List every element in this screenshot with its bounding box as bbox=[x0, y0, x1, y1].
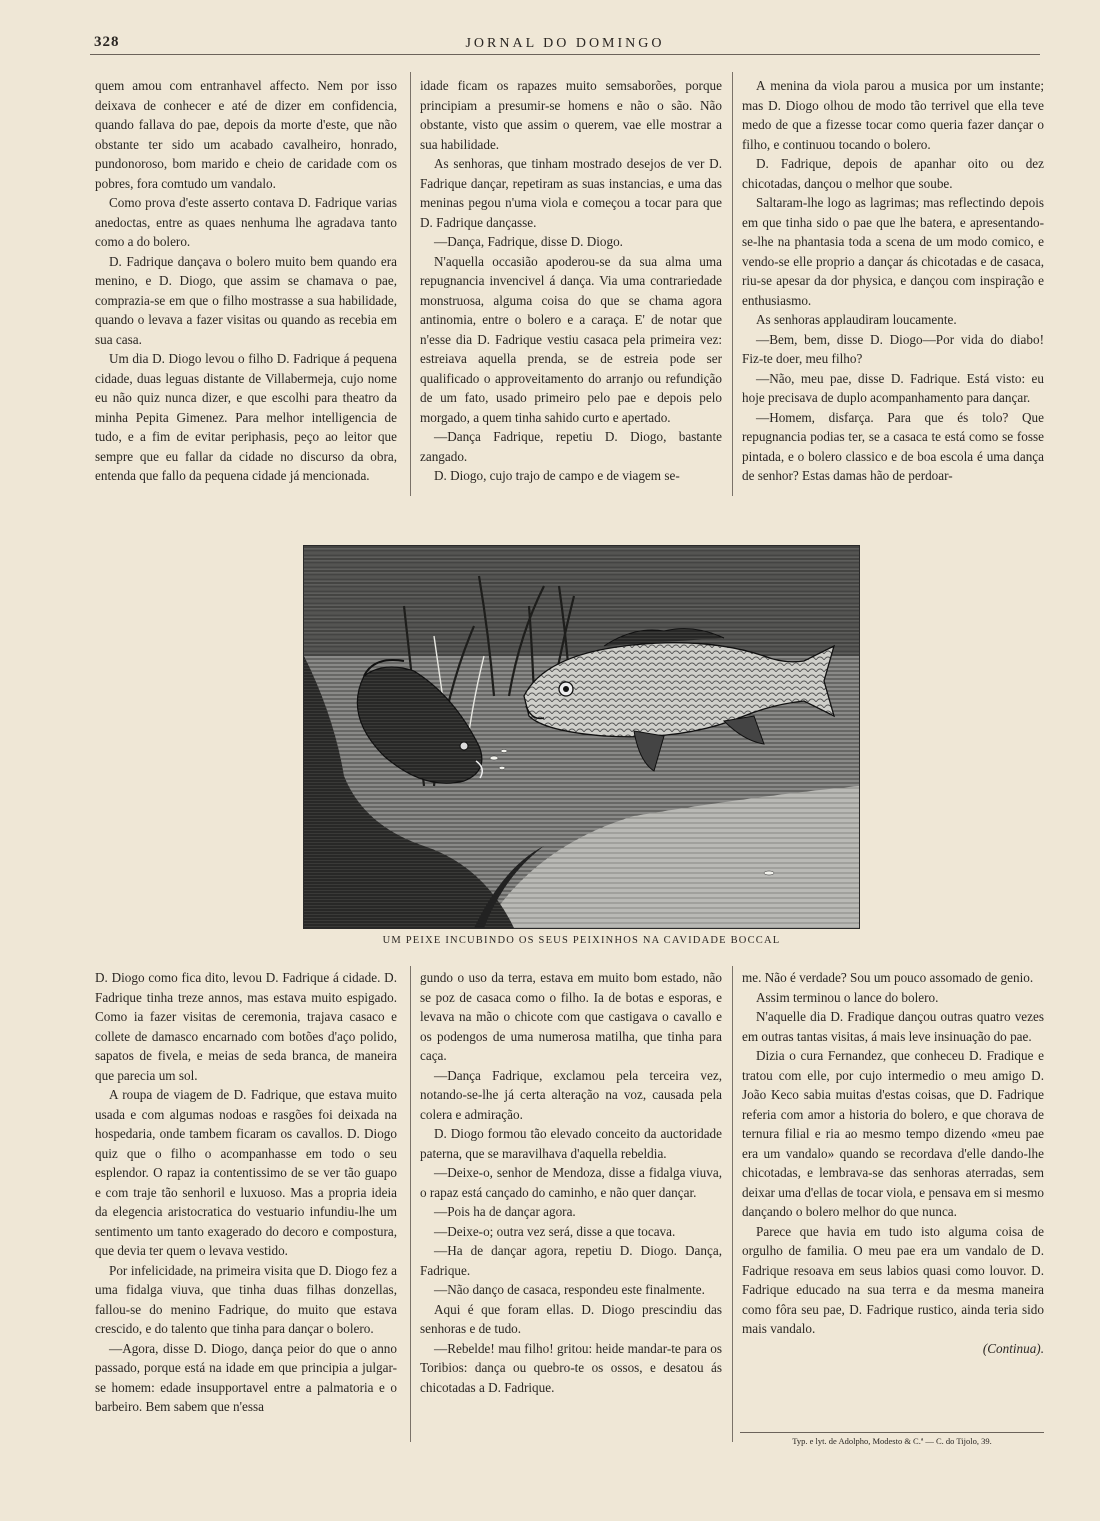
paragraph: —Dança Fadrique, exclamou pela terceira vez, notando-se-lhe já certa alteração na voz, causada pela colera e admiração. bbox=[420, 1067, 722, 1122]
paragraph: idade ficam os rapazes muito semsaborões, porque principiam a presumir-se homens e não o são. Não obstante, visto que assim o querem, vae elle mostrar a sua habilidade. bbox=[420, 78, 722, 152]
paragraph: A roupa de viagem de D. Fadrique, que estava muito usada e com algumas nodoas e rasgões foi deixada na hospedaria, onde tambem ficaram os cavallos. D. Diogo quiz que o filho o acompanhasse em todo o seu esplendor. O rapaz ia contentissimo de se ver tão guapo e com traje tão senhoril e luxuoso. Mas a propria ideia da elegencia aristocratica do vestuario infundiu-lhe um sentimento um tanto exagerado do decoro e compostura, que devia ter quem o levava vestido. bbox=[95, 1087, 397, 1258]
paragraph: —Não, meu pae, disse D. Fadrique. Está visto: eu hoje precisava de duplo acompanhamento para dançar. bbox=[742, 370, 1044, 405]
paragraph: —Bem, bem, disse D. Diogo—Por vida do diabo! Fiz-te doer, meu filho? bbox=[742, 331, 1044, 366]
paragraph: —Não danço de casaca, respondeu este finalmente. bbox=[434, 1282, 705, 1297]
paragraph: Assim terminou o lance do bolero. bbox=[756, 989, 939, 1005]
paragraph: Parece que havia em tudo isto alguma coisa de orgulho de familia. O meu pae era um vandalo de D. Fadrique resoava em seus labios quasi como louvor. D. Fadrique educado na sua terra e da mesma maneira como fôra seu pae, D. Fadrique rustico, ainda teria sido mais vandalo. bbox=[742, 1223, 1044, 1336]
column-rule bbox=[732, 966, 733, 1442]
paragraph: quem amou com entranhavel affecto. Nem por isso deixava de conhecer e até de dizer em confidencia, quando fallava do pae, depois da morte d'este, que não obstante ter sido um acabado cavalheiro, honrado, pundonoroso, bom marido e cheio de caridade com os pobres, fora comtudo um vandalo. bbox=[95, 78, 397, 191]
bottom-column-2 bbox=[420, 968, 722, 1397]
paragraph: —Homem, disfarça. Para que és tolo? Que repugnancia podias ter, se a casaca te está como se fosse pintada, e o bolero classico e de boa escola é uma dança de senhor? Estas damas hão de perdoar- bbox=[742, 409, 1044, 483]
paragraph: me. Não é verdade? Sou um pouco assomado de genio. bbox=[742, 970, 1034, 985]
paragraph: —Deixe-o; outra vez será, disse a que tocava. bbox=[434, 1223, 676, 1239]
paragraph: A menina da viola parou a musica por um instante; mas D. Diogo olhou de modo tão terrivel que ella teve medo de que a fizesse tocar como queria fazer dançar o filho, e continuou tocando o bolero. bbox=[742, 78, 1044, 152]
paragraph: Um dia D. Diogo levou o filho D. Fadrique á pequena cidade, duas leguas distante de Villabermeja, cujo nome eu não quiz nunca dizer, e que escolhi para theatro da minha Pepita Gimenez. Para melhor intelligencia de tudo, e a fim de evitar periphasis, peço ao leitor que sempre que eu fallar da cidade no discurso da obra, entenda que fallo da pequena cidade já mencionada. bbox=[95, 351, 397, 483]
paragraph: Como prova d'este asserto contava D. Fadrique varias anedoctas, entre as quaes nenhuma lhe agradava tanto como a do bolero. bbox=[95, 195, 397, 249]
engraving-fish-illustration bbox=[303, 545, 860, 929]
column-rule bbox=[410, 72, 411, 496]
figure-caption: UM PEIXE INCUBINDO OS SEUS PEIXINHOS NA CAVIDADE BOCCAL bbox=[382, 935, 781, 946]
top-column-1 bbox=[95, 76, 397, 486]
paragraph: —Deixe-o, senhor de Mendoza, disse a fidalga viuva, o rapaz está cançado do caminho, e não quer dançar. bbox=[420, 1165, 722, 1200]
printer-imprint: Typ. e lyt. de Adolpho, Modesto & C.ª — C. do Tijolo, 39. bbox=[740, 1432, 1044, 1446]
top-column-3 bbox=[742, 76, 1044, 486]
paragraph: Saltaram-lhe logo as lagrimas; mas reflectindo depois em que tinha sido o pae que lhe batera, e apresentando-se-lhe na phantasia toda a scena de um modo comico, e vendo-se elle proprio a dançar ás chicotadas e de casaca, riu-se apesar da dor physica, e dançou com inspiração e enthusiasmo. bbox=[742, 195, 1044, 308]
column-rule bbox=[410, 966, 411, 1442]
column-rule bbox=[732, 72, 733, 496]
paragraph: N'aquella occasião apoderou-se da sua alma uma repugnancia invencivel á dança. Via uma contrariedade monstruosa, alguma coisa do que se chama agora antinomia, entre o bolero e a caraça. E' de notar que n'esse dia D. Fadrique vestiu casaca pela primeira vez: estreiava aquella prenda, se de estreia pode ser qualificado o approveitamento do arranjo ou refundição de um fato, usado primeiro pelo pae e depois pelo morgado, a quem tinha sahido curto e apertado. bbox=[420, 253, 722, 425]
page-number: 328 bbox=[94, 34, 120, 50]
page-header bbox=[90, 32, 1040, 55]
paragraph: —Dança, Fadrique, disse D. Diogo. bbox=[434, 234, 623, 249]
paragraph: —Pois ha de dançar agora. bbox=[434, 1204, 576, 1219]
fish-engraving-drawing bbox=[304, 546, 859, 928]
paragraph: As senhoras applaudiram loucamente. bbox=[756, 312, 957, 327]
paragraph: —Dança Fadrique, repetiu D. Diogo, bastante zangado. bbox=[420, 429, 722, 464]
paragraph: N'aquelle dia D. Fradique dançou outras quatro vezes em outras tantas visitas, á mais leve insinuação do pae. bbox=[742, 1009, 1044, 1044]
paragraph: As senhoras, que tinham mostrado desejos de ver D. Fadrique dançar, repetiram as suas instancias, e uma das meninas pegou n'uma viola e começou a tocar para que D. Fadrique dançasse. bbox=[420, 156, 722, 230]
paragraph: D. Diogo, cujo trajo de campo e de viagem se- bbox=[434, 468, 680, 483]
bottom-column-3 bbox=[742, 968, 1044, 1358]
paragraph: —Rebelde! mau filho! gritou: heide mandar-te para os Toribios: dança ou quebro-te os ossos, e desatou ás chicotadas a D. Fadrique. bbox=[420, 1340, 722, 1395]
paragraph: Aqui é que foram ellas. D. Diogo prescindiu das senhoras e de tudo. bbox=[420, 1301, 722, 1336]
paragraph: D. Diogo como fica dito, levou D. Fadrique á cidade. D. Fadrique tinha treze annos, mas estava muito espigado. Como ia fazer visitas de ceremonia, trajava casaco e collete de damasco encarnado com botões d'aço polido, sapatos de fivela, e meias de seda branca, de maneira que parecia um sol. bbox=[95, 970, 397, 1083]
paragraph: Dizia o cura Fernandez, que conheceu D. Fradique e tratou com elle, por cujo intermedio o meu amigo D. João Keco sabia muitas d'estas coisas, que D. Fadrique referia com amor a historia do bolero, e que chorava de ternura filial e ria ao mesmo tempo dizendo «meu pae era um vandalo» quando se recordava d'elle dando-lhe chicotadas, e lembrava-se das senhoras aterradas, sem deixar uma d'ellas de tocar viola, e pensava em si mesmo dançando o bolero melhor do que nunca. bbox=[742, 1048, 1044, 1219]
bottom-column-1 bbox=[95, 968, 397, 1417]
continua-note: (Continua). bbox=[982, 1340, 1044, 1356]
paragraph: —Agora, disse D. Diogo, dança peior do que o anno passado, porque está na idade em que principia a julgar-se homem: edade insupportavel entre a palmatoria e o barbeiro. Bem sabem que n'essa bbox=[95, 1340, 397, 1414]
paragraph: Por infelicidade, na primeira visita que D. Diogo fez a uma fidalga viuva, que tinha duas filhas donzellas, fallou-se do menino Fadrique, do muito que estava crescido, e do talento que tinha para dançar o bolero. bbox=[95, 1262, 397, 1336]
paragraph: D. Diogo formou tão elevado conceito da auctoridade paterna, que se maravilhava d'aquella rebeldia. bbox=[420, 1126, 722, 1161]
journal-title: JORNAL DO DOMINGO bbox=[465, 36, 665, 51]
paragraph: D. Fadrique dançava o bolero muito bem quando era menino, e D. Diogo, que assim se chamava o pae, comprazia-se em que o filho mostrasse a sua habilidade, quando o levava a fazer visitas ou quando as recebia em sua casa. bbox=[95, 253, 397, 347]
paragraph: gundo o uso da terra, estava em muito bom estado, não se poz de casaca como o filho. Ia de botas e esporas, e levava na mão o chicote com que castigava o cavallo e os podengos de uma numerosa matilha, que tinha para caça. bbox=[420, 970, 722, 1063]
paragraph: —Ha de dançar agora, repetiu D. Diogo. Dança, Fadrique. bbox=[420, 1243, 722, 1278]
top-column-2 bbox=[420, 76, 722, 486]
paragraph: D. Fadrique, depois de apanhar oito ou dez chicotadas, dançou o melhor que soube. bbox=[742, 156, 1044, 191]
